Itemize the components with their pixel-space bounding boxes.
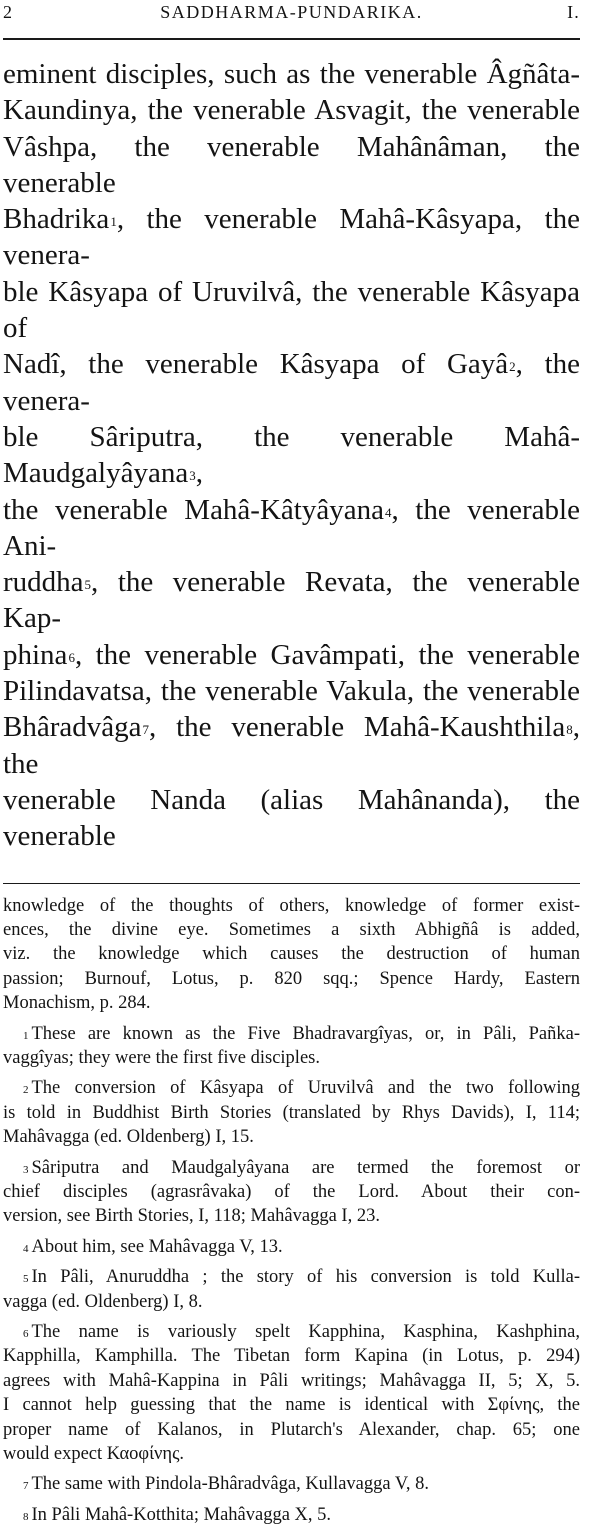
footnote-text: I cannot help guessing that the name is identical with Σφίνης, the — [3, 1395, 580, 1416]
footnote-line — [3, 1204, 580, 1228]
footnote-text: agrees with Mahâ-Kappina in Pâli writings; Mahâvagga II, 5; X, 5. — [3, 1370, 580, 1391]
footnote-text: Mahâvagga (ed. Oldenberg) I, 15. — [3, 1127, 254, 1148]
footnote-line — [3, 1320, 580, 1344]
footnote-number: 2 — [23, 1084, 29, 1097]
main-text-run: the venerable Mahâ-Kâtyâyana — [3, 493, 384, 526]
footnote-line — [3, 1418, 580, 1442]
footnote-text: The name is variously spelt Kapphina, Kasphina, Kashphina, — [31, 1322, 580, 1343]
footnote-text: Sâriputra and Maudgalyâyana are termed the foremost or — [31, 1157, 580, 1178]
footnote-number: 4 — [23, 1242, 29, 1255]
main-text-run: , the venerable Mahâ-Kâsyapa, the venera- — [3, 203, 580, 272]
main-text — [3, 56, 580, 855]
footnote-number: 7 — [23, 1480, 29, 1493]
footnote-line — [3, 1101, 580, 1125]
footnote-number: 3 — [23, 1163, 29, 1176]
footnote-text: proper name of Kalanos, in Plutarch's Alexander, chap. 65; one — [3, 1419, 580, 1440]
footnote-7 — [3, 1472, 580, 1496]
footnote-4 — [3, 1235, 580, 1259]
main-text-run: , — [195, 457, 203, 490]
footnote-number: 6 — [23, 1328, 29, 1341]
footnote-line — [3, 1503, 580, 1527]
main-text-run: eminent disciples, such as the venerable Âgñâta- — [3, 58, 580, 90]
main-text-run: , the venerable Revata, the venerable Kap- — [3, 566, 580, 635]
main-text-line — [3, 419, 580, 492]
main-text-run: , the venerable Mahâ-Kaushthila — [149, 711, 566, 744]
footnote-marker: 3 — [189, 468, 196, 484]
footnote-line: viz. the knowledge which causes the destruction of human — [3, 944, 580, 965]
main-text-line — [3, 492, 580, 565]
footnote-number: 5 — [23, 1273, 29, 1286]
main-text-run: ble Sâriputra, the venerable Mahâ-Maudgalyâyana — [3, 420, 580, 490]
main-text-line — [3, 129, 580, 202]
main-text-line — [3, 92, 580, 128]
main-text-run: phina — [3, 638, 68, 671]
footnote-text: is told in Buddhist Birth Stories (translated by Rhys Davids), I, 114; — [3, 1102, 580, 1123]
footnote-line — [3, 1393, 580, 1417]
main-text-line — [3, 782, 580, 855]
footnote-marker: 2 — [509, 359, 516, 375]
footnote-marker: 6 — [68, 649, 75, 665]
footnotes — [3, 894, 580, 1527]
footnote-marker: 7 — [142, 722, 149, 738]
main-text-run: Pilindavatsa, the venerable Vakula, the venerable — [3, 675, 580, 708]
main-text-line — [3, 346, 580, 419]
footnote-line — [3, 1180, 580, 1204]
main-text-run: venerable Nanda (alias Mahânanda), the venerable — [3, 783, 580, 853]
header-rule — [3, 38, 580, 40]
main-text-run: Nadî, the venerable Kâsyapa of Gayâ — [3, 348, 509, 381]
footnote-3 — [3, 1156, 580, 1229]
footnote-line — [3, 1265, 580, 1289]
footnote-line — [3, 1076, 580, 1100]
footnote-text: About him, see Mahâvagga V, 13. — [31, 1236, 283, 1257]
running-header — [3, 0, 580, 32]
footnote-text: In Pâli, Anuruddha ; the story of his conversion is told Kulla- — [31, 1267, 580, 1288]
footnote-marker: 1 — [110, 214, 117, 230]
footnote-text: In Pâli Mahâ-Kotthita; Mahâvagga X, 5. — [31, 1504, 332, 1525]
footnote-line — [3, 1125, 580, 1149]
main-text-run: , the venera- — [3, 348, 580, 417]
main-text-run: , the venerable Gavâmpati, the venerable — [74, 638, 580, 671]
main-text-line — [3, 637, 580, 673]
page-number: 2 — [3, 2, 14, 22]
footnote-line — [3, 1369, 580, 1393]
main-text-run: Vâshpa, the venerable Mahânâman, the venerable — [3, 130, 580, 199]
footnote-line: ences, the divine eye. Sometimes a sixth Abhigñâ is added, — [3, 919, 580, 940]
footnote-marker: 5 — [84, 577, 92, 593]
main-text-line — [3, 56, 580, 92]
chapter-number: I. — [567, 2, 580, 22]
footnote-number: 8 — [23, 1510, 29, 1523]
footnote-text: The conversion of Kâsyapa of Uruvilvâ and the two following — [31, 1078, 580, 1099]
footnote-text: chief disciples (agrasrâvaka) of the Lord. About their con- — [3, 1182, 580, 1202]
footnote-line — [3, 1156, 580, 1180]
footnote-separator — [3, 883, 580, 884]
footnote-text: vagga (ed. Oldenberg) I, 8. — [3, 1291, 203, 1312]
footnote-line — [3, 1472, 580, 1496]
main-text-run: Kaundinya, the venerable Asvagit, the venerable — [3, 94, 580, 127]
main-text-line — [3, 709, 580, 782]
main-text-run: , the — [3, 711, 580, 780]
footnote-line: Monachism, p. 284. — [3, 993, 151, 1014]
footnote-line — [3, 1442, 580, 1466]
footnote-line — [3, 1344, 580, 1368]
footnote-number: 1 — [23, 1029, 29, 1042]
footnote-line: passion; Burnouf, Lotus, p. 820 sqq.; Spence Hardy, Eastern — [3, 968, 580, 989]
footnote-line — [3, 1046, 580, 1070]
footnote-text: Kapphilla, Kamphilla. The Tibetan form Kapina (in Lotus, p. 294) — [3, 1346, 580, 1367]
footnote-continuation — [3, 894, 580, 1016]
footnote-text: would expect Καοφίνης. — [3, 1444, 185, 1465]
footnote-text: The same with Pindola-Bhâradvâga, Kullavagga V, 8. — [31, 1474, 429, 1495]
main-text-run: ruddha — [3, 566, 84, 599]
main-text-run: Bhadrika — [3, 203, 110, 236]
main-text-line — [3, 673, 580, 709]
main-text-run: , the venerable Ani- — [3, 493, 580, 562]
running-title: SADDHARMA-PUNDARIKA. — [160, 2, 423, 22]
footnote-line: knowledge of the thoughts of others, knowledge of former exist- — [3, 895, 580, 916]
main-text-line — [3, 201, 580, 274]
footnote-2 — [3, 1076, 580, 1149]
footnote-line — [3, 1235, 580, 1259]
footnote-text: vaggîyas; they were the first five disciples. — [3, 1047, 320, 1068]
footnote-5 — [3, 1265, 580, 1314]
main-text-line — [3, 564, 580, 637]
footnote-6 — [3, 1320, 580, 1466]
main-text-run: Bhâradvâga — [3, 711, 142, 744]
main-text-run: ble Kâsyapa of Uruvilvâ, the venerable Kâsyapa of — [3, 275, 580, 345]
footnote-text: version, see Birth Stories, I, 118; Mahâvagga I, 23. — [3, 1206, 380, 1227]
footnote-marker: 8 — [566, 722, 573, 738]
footnote-marker: 4 — [384, 504, 392, 520]
footnote-8 — [3, 1503, 580, 1527]
footnote-line — [3, 1290, 580, 1314]
footnote-1 — [3, 1022, 580, 1071]
footnote-text: These are known as the Five Bhadravargîyas, or, in Pâli, Pañka- — [31, 1023, 580, 1044]
footnote-line — [3, 1022, 580, 1046]
main-text-line — [3, 274, 580, 347]
